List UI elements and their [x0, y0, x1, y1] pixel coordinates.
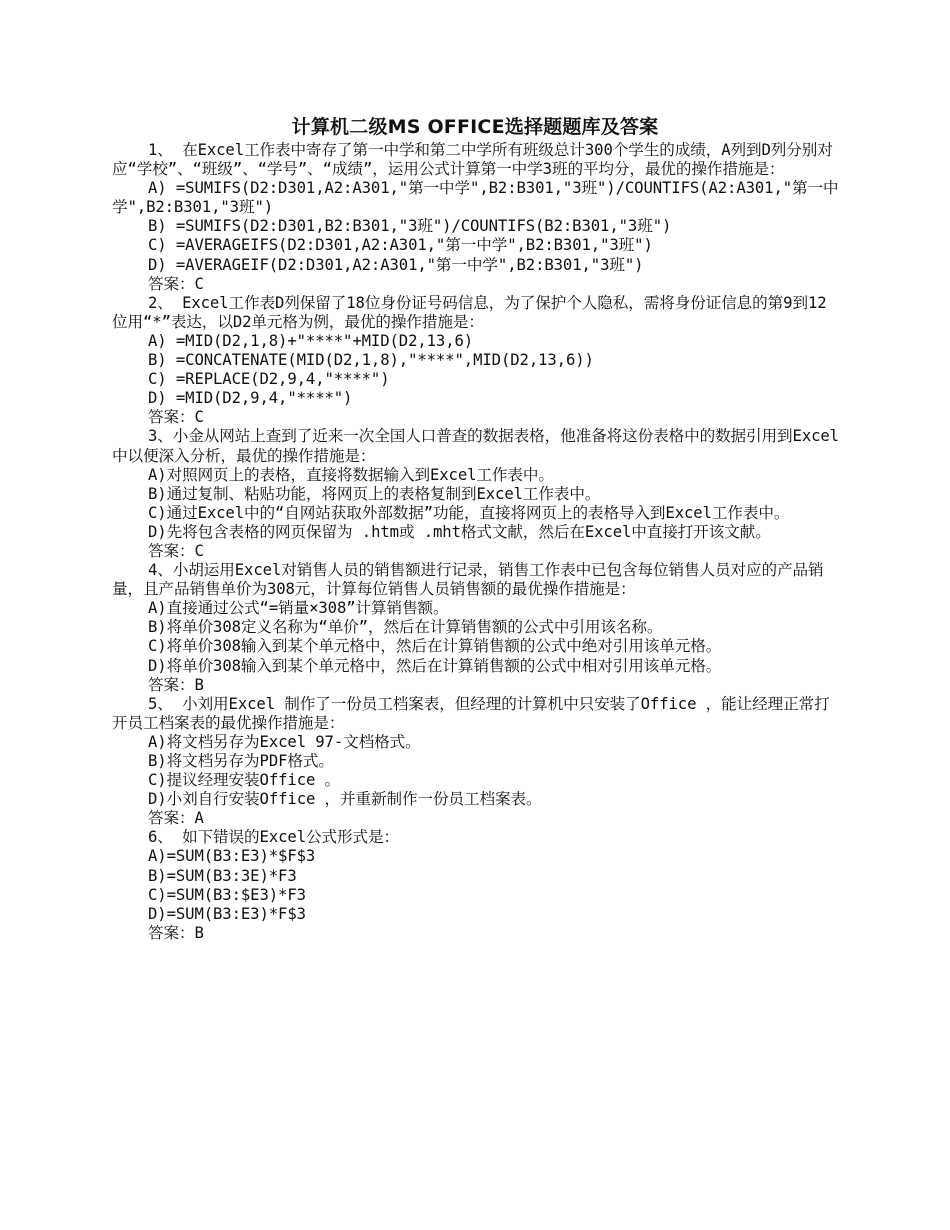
question-block — [112, 828, 842, 943]
option-d: D)=SUM(B3:E3)*F$3 — [148, 904, 306, 923]
option-a: A)直接通过公式“=销量×308”计算销售额。 — [148, 599, 449, 618]
question-block — [112, 695, 842, 829]
option-c: C)将单价308输入到某个单元格中，然后在计算销售额的公式中绝对引用该单元格。 — [148, 637, 722, 656]
option-c: C)通过Excel中的“自网站获取外部数据”功能，直接将网页上的表格导入到Excel工作表中。 — [148, 503, 790, 522]
question-stem: 5、 小刘用Excel 制作了一份员工档案表，但经理的计算机中只安装了Office ，能让经理正常打开员工档案表的最优操作措施是： — [112, 694, 830, 732]
answer-line: 答案：C — [148, 274, 204, 293]
document-title: 计算机二级MS OFFICE选择题题库及答案 — [291, 116, 659, 138]
option-d: D) =AVERAGEIF(D2:D301,A2:A301,"第一中学",B2:B301,"3班") — [148, 255, 644, 274]
option-d: D) =MID(D2,9,4,"****") — [148, 389, 353, 408]
option-b: B)=SUM(B3:3E)*F3 — [148, 866, 297, 885]
question-stem: 6、 如下错误的Excel公式形式是： — [148, 828, 399, 847]
option-c: C)=SUM(B3:$E3)*F3 — [148, 885, 306, 904]
question-block — [112, 561, 842, 695]
option-a: A) =SUMIFS(D2:D301,A2:A301,"第一中学",B2:B301,"3班")/COUNTIFS(A2:A301,"第一中学",B2:B301,"3班") — [112, 179, 839, 217]
option-c: C)提议经理安装Office 。 — [148, 771, 341, 790]
option-d: D)将单价308输入到某个单元格中，然后在计算销售额的公式中相对引用该单元格。 — [148, 656, 722, 675]
question-list — [112, 141, 842, 943]
option-d: D)先将包含表格的网页保留为 .htm或 .mht格式文献，然后在Excel中直接打开该文献。 — [148, 522, 771, 541]
answer-line: 答案：C — [148, 541, 204, 560]
option-c: C) =AVERAGEIFS(D2:D301,A2:A301,"第一中学",B2:B301,"3班") — [148, 236, 653, 255]
question-stem: 3、小金从网站上查到了近来一次全国人口普查的数据表格，他准备将这份表格中的数据引用到Excel中以便深入分析，最优的操作措施是： — [112, 427, 839, 465]
answer-line: 答案：C — [148, 408, 204, 427]
option-a: A)=SUM(B3:E3)*$F$3 — [148, 847, 316, 866]
option-b: B) =SUMIFS(D2:D301,B2:B301,"3班")/COUNTIFS(B2:B301,"3班") — [148, 217, 672, 236]
option-b: B)通过复制、粘贴功能，将网页上的表格复制到Excel工作表中。 — [148, 484, 601, 503]
option-a: A) =MID(D2,1,8)+"****"+MID(D2,13,6) — [148, 331, 474, 350]
question-stem: 4、小胡运用Excel对销售人员的销售额进行记录，销售工作表中已包含每位销售人员对应的产品销量，且产品销售单价为308元，计算每位销售人员销售额的最优操作措施是： — [112, 561, 824, 599]
option-c: C) =REPLACE(D2,9,4,"****") — [148, 370, 390, 389]
question-stem: 2、 Excel工作表D列保留了18位身份证号码信息，为了保护个人隐私，需将身份证信息的第9到12位用“*”表达，以D2单元格为例，最优的操作措施是： — [112, 293, 827, 331]
option-a: A)对照网页上的表格，直接将数据输入到Excel工作表中。 — [148, 465, 554, 484]
option-b: B)将单价308定义名称为“单价”，然后在计算销售额的公式中引用该名称。 — [148, 618, 663, 637]
question-block — [112, 294, 842, 428]
question-block — [112, 141, 842, 294]
option-d: D)小刘自行安装Office ，并重新制作一份员工档案表。 — [148, 790, 542, 809]
option-b: B)将文档另存为PDF格式。 — [148, 752, 334, 770]
answer-line: 答案：A — [148, 809, 204, 828]
option-a: A)将文档另存为Excel 97-文档格式。 — [148, 732, 421, 751]
answer-line: 答案：B — [148, 675, 204, 694]
answer-line: 答案：B — [148, 923, 204, 942]
option-b: B) =CONCATENATE(MID(D2,1,8),"****",MID(D2,13,6)) — [148, 351, 594, 370]
question-stem: 1、 在Excel工作表中寄存了第一中学和第二中学所有班级总计300个学生的成绩，A列到D列分别对应“学校”、“班级”、“学号”、“成绩”，运用公式计算第一中学3班的平均分，最优的操作措施是： — [112, 141, 833, 179]
question-block — [112, 427, 842, 561]
